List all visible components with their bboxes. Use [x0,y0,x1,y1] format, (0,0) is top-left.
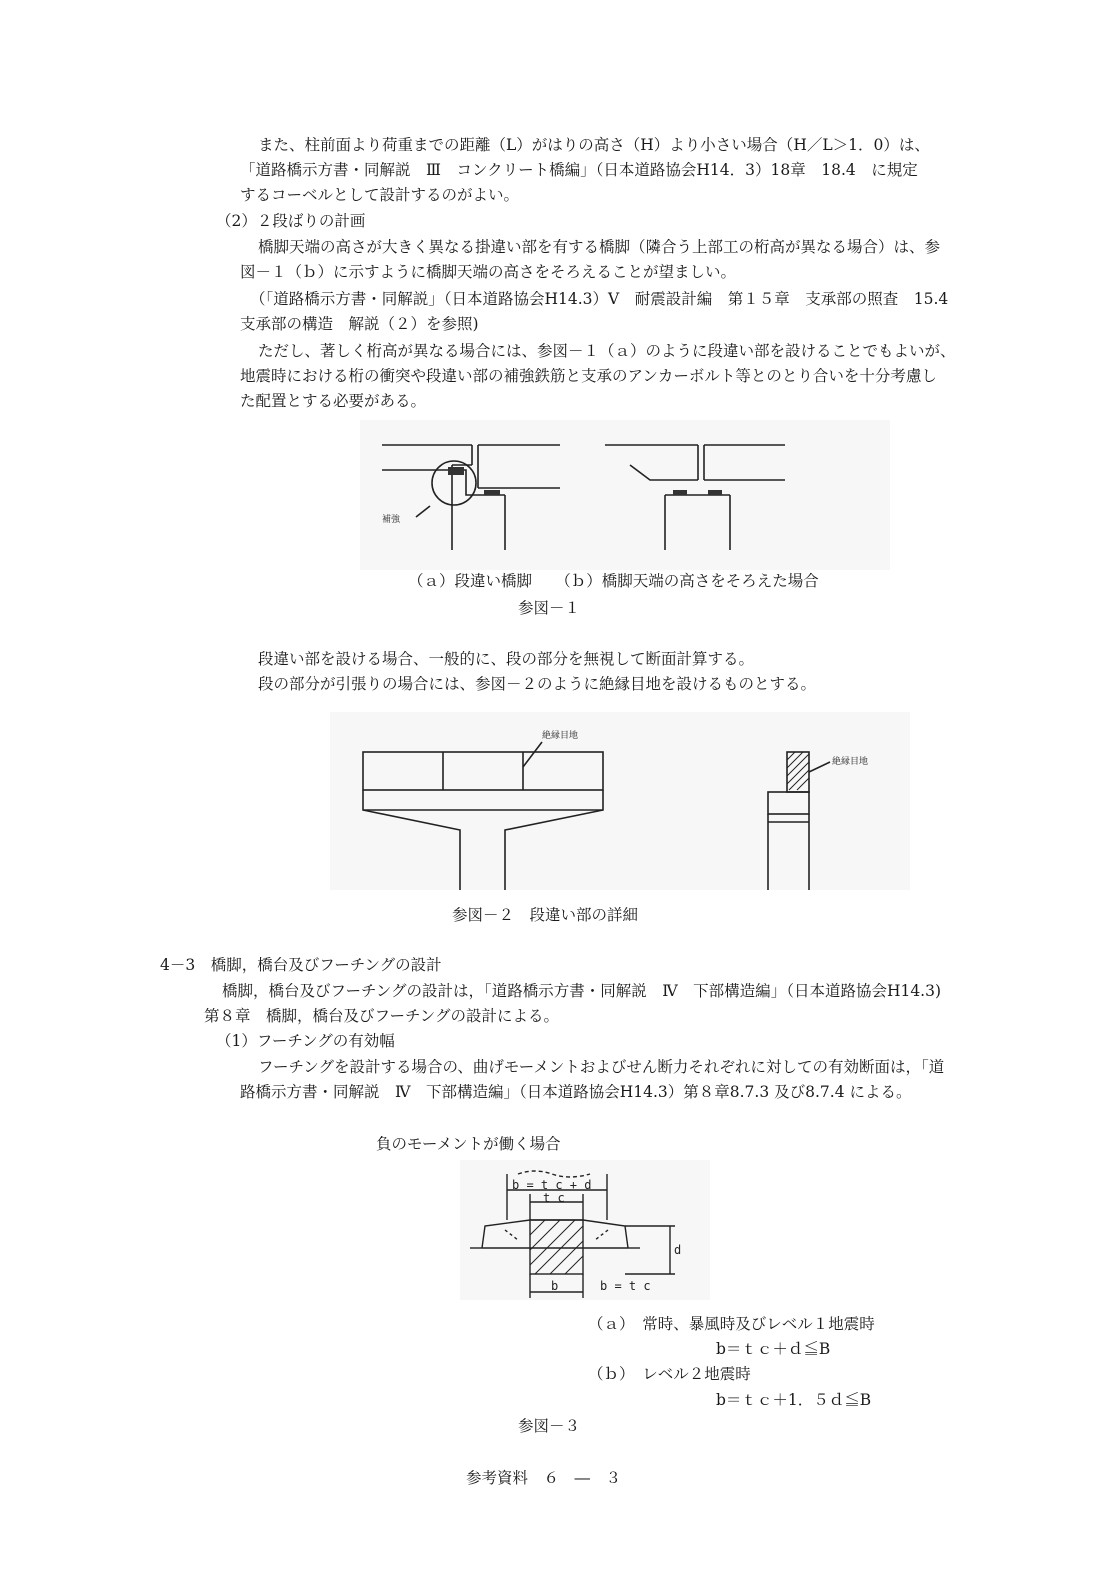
figure-3-drawing [460,1160,710,1300]
para2-line3: （「道路橋示方書・同解説」（日本道路協会H14.3）Ⅴ 耐震設計編 第１５章 支承部の照査 15.4 [250,290,949,308]
fig3-formula-a: b＝ｔｃ＋ｄ≦B [716,1340,831,1358]
fig3-label-b-bottom: b [551,1279,559,1293]
fig3-label-d: d [674,1243,682,1257]
figure-1-drawing [360,420,890,570]
para2-line2: 図－１（ｂ）に示すように橋脚天端の高さをそろえることが望ましい。 [240,263,737,281]
para43-line1: 橋脚，橋台及びフーチングの設計は，「道路橋示方書・同解説 Ⅳ 下部構造編」（日本道路協会H14.3) [222,982,942,1000]
fig2-joint-label-right: 絶縁目地 [832,757,869,767]
para1-line1: また、柱前面より荷重までの距離（L）がはりの高さ（H）より小さい場合（H／L＞1．0）は、 [258,136,930,154]
para-sub1-line2: 路橋示方書・同解説 Ⅳ 下部構造編」（日本道路協会H14.3）第８章8.7.3 及び8.7.4 による。 [240,1083,912,1101]
fig3-label-tc: t c [543,1191,565,1205]
para2-line6: 地震時における桁の衝突や段違い部の補強鉄筋と支承のアンカーボルト等とのとり合いを十分考慮し [240,367,937,385]
figure-2-drawing [330,712,910,890]
fig2-title: 参図－２ 段違い部の詳細 [452,906,639,924]
para2-line7: た配置とする必要がある。 [240,392,427,410]
fig3-case-b: （ｂ） レベル２地震時 [588,1365,751,1383]
para2-line4: 支承部の構造 解説（２）を参照) [240,315,479,333]
fig1-title: 参図－１ [518,599,581,617]
para2-line1: 橋脚天端の高さが大きく異なる掛違い部を有する橋脚（隣合う上部工の桁高が異なる場合）は、参 [258,238,941,256]
para1-line2: 「道路橋示方書・同解説 Ⅲ コンクリート橋編」（日本道路協会H14．3）18章 18.4 に規定 [240,161,918,179]
para3-line1: 段違い部を設ける場合、一般的に、段の部分を無視して断面計算する。 [258,650,755,668]
fig3-subtitle: 負のモーメントが働く場合 [376,1135,561,1153]
para3-line2: 段の部分が引張りの場合には、参図－２のように絶縁目地を設けるものとする。 [258,675,817,693]
fig3-case-a: （ａ） 常時、暴風時及びレベル１地震時 [588,1315,875,1333]
fig1-reinforce-label: 補強 [382,515,401,525]
para1-line3: するコーベルとして設計するのがよい。 [240,186,520,204]
section43-heading: 4－3 橋脚，橋台及びフーチングの設計 [160,956,442,974]
fig1-caption-ab: （ａ）段違い橋脚 （ｂ）橋脚天端の高さをそろえた場合 [408,572,819,590]
page-footer: 参考資料 ６ ― ３ [466,1469,622,1487]
fig2-joint-label-left: 絶縁目地 [542,731,579,741]
fig3-formula-b: b＝ｔｃ＋1．５ｄ≦B [716,1391,872,1409]
fig3-label-b-top: b = t c + d [512,1178,592,1192]
para43-line2: 第８章 橋脚，橋台及びフーチングの設計による。 [204,1007,559,1025]
para2-line5: ただし、著しく桁高が異なる場合には、参図－１（ａ）のように段違い部を設けることでもよいが、 [258,342,956,360]
sub1-heading: （1）フーチングの有効幅 [216,1032,395,1050]
para-sub1-line1: フーチングを設計する場合の、曲げモーメントおよびせん断力それぞれに対しての有効断面は，「道 [258,1058,945,1076]
fig3-label-b-eq-tc: b = t c [600,1279,651,1293]
fig3-title: 参図－３ [518,1417,581,1435]
section2-heading: （2）２段ばりの計画 [216,212,366,230]
